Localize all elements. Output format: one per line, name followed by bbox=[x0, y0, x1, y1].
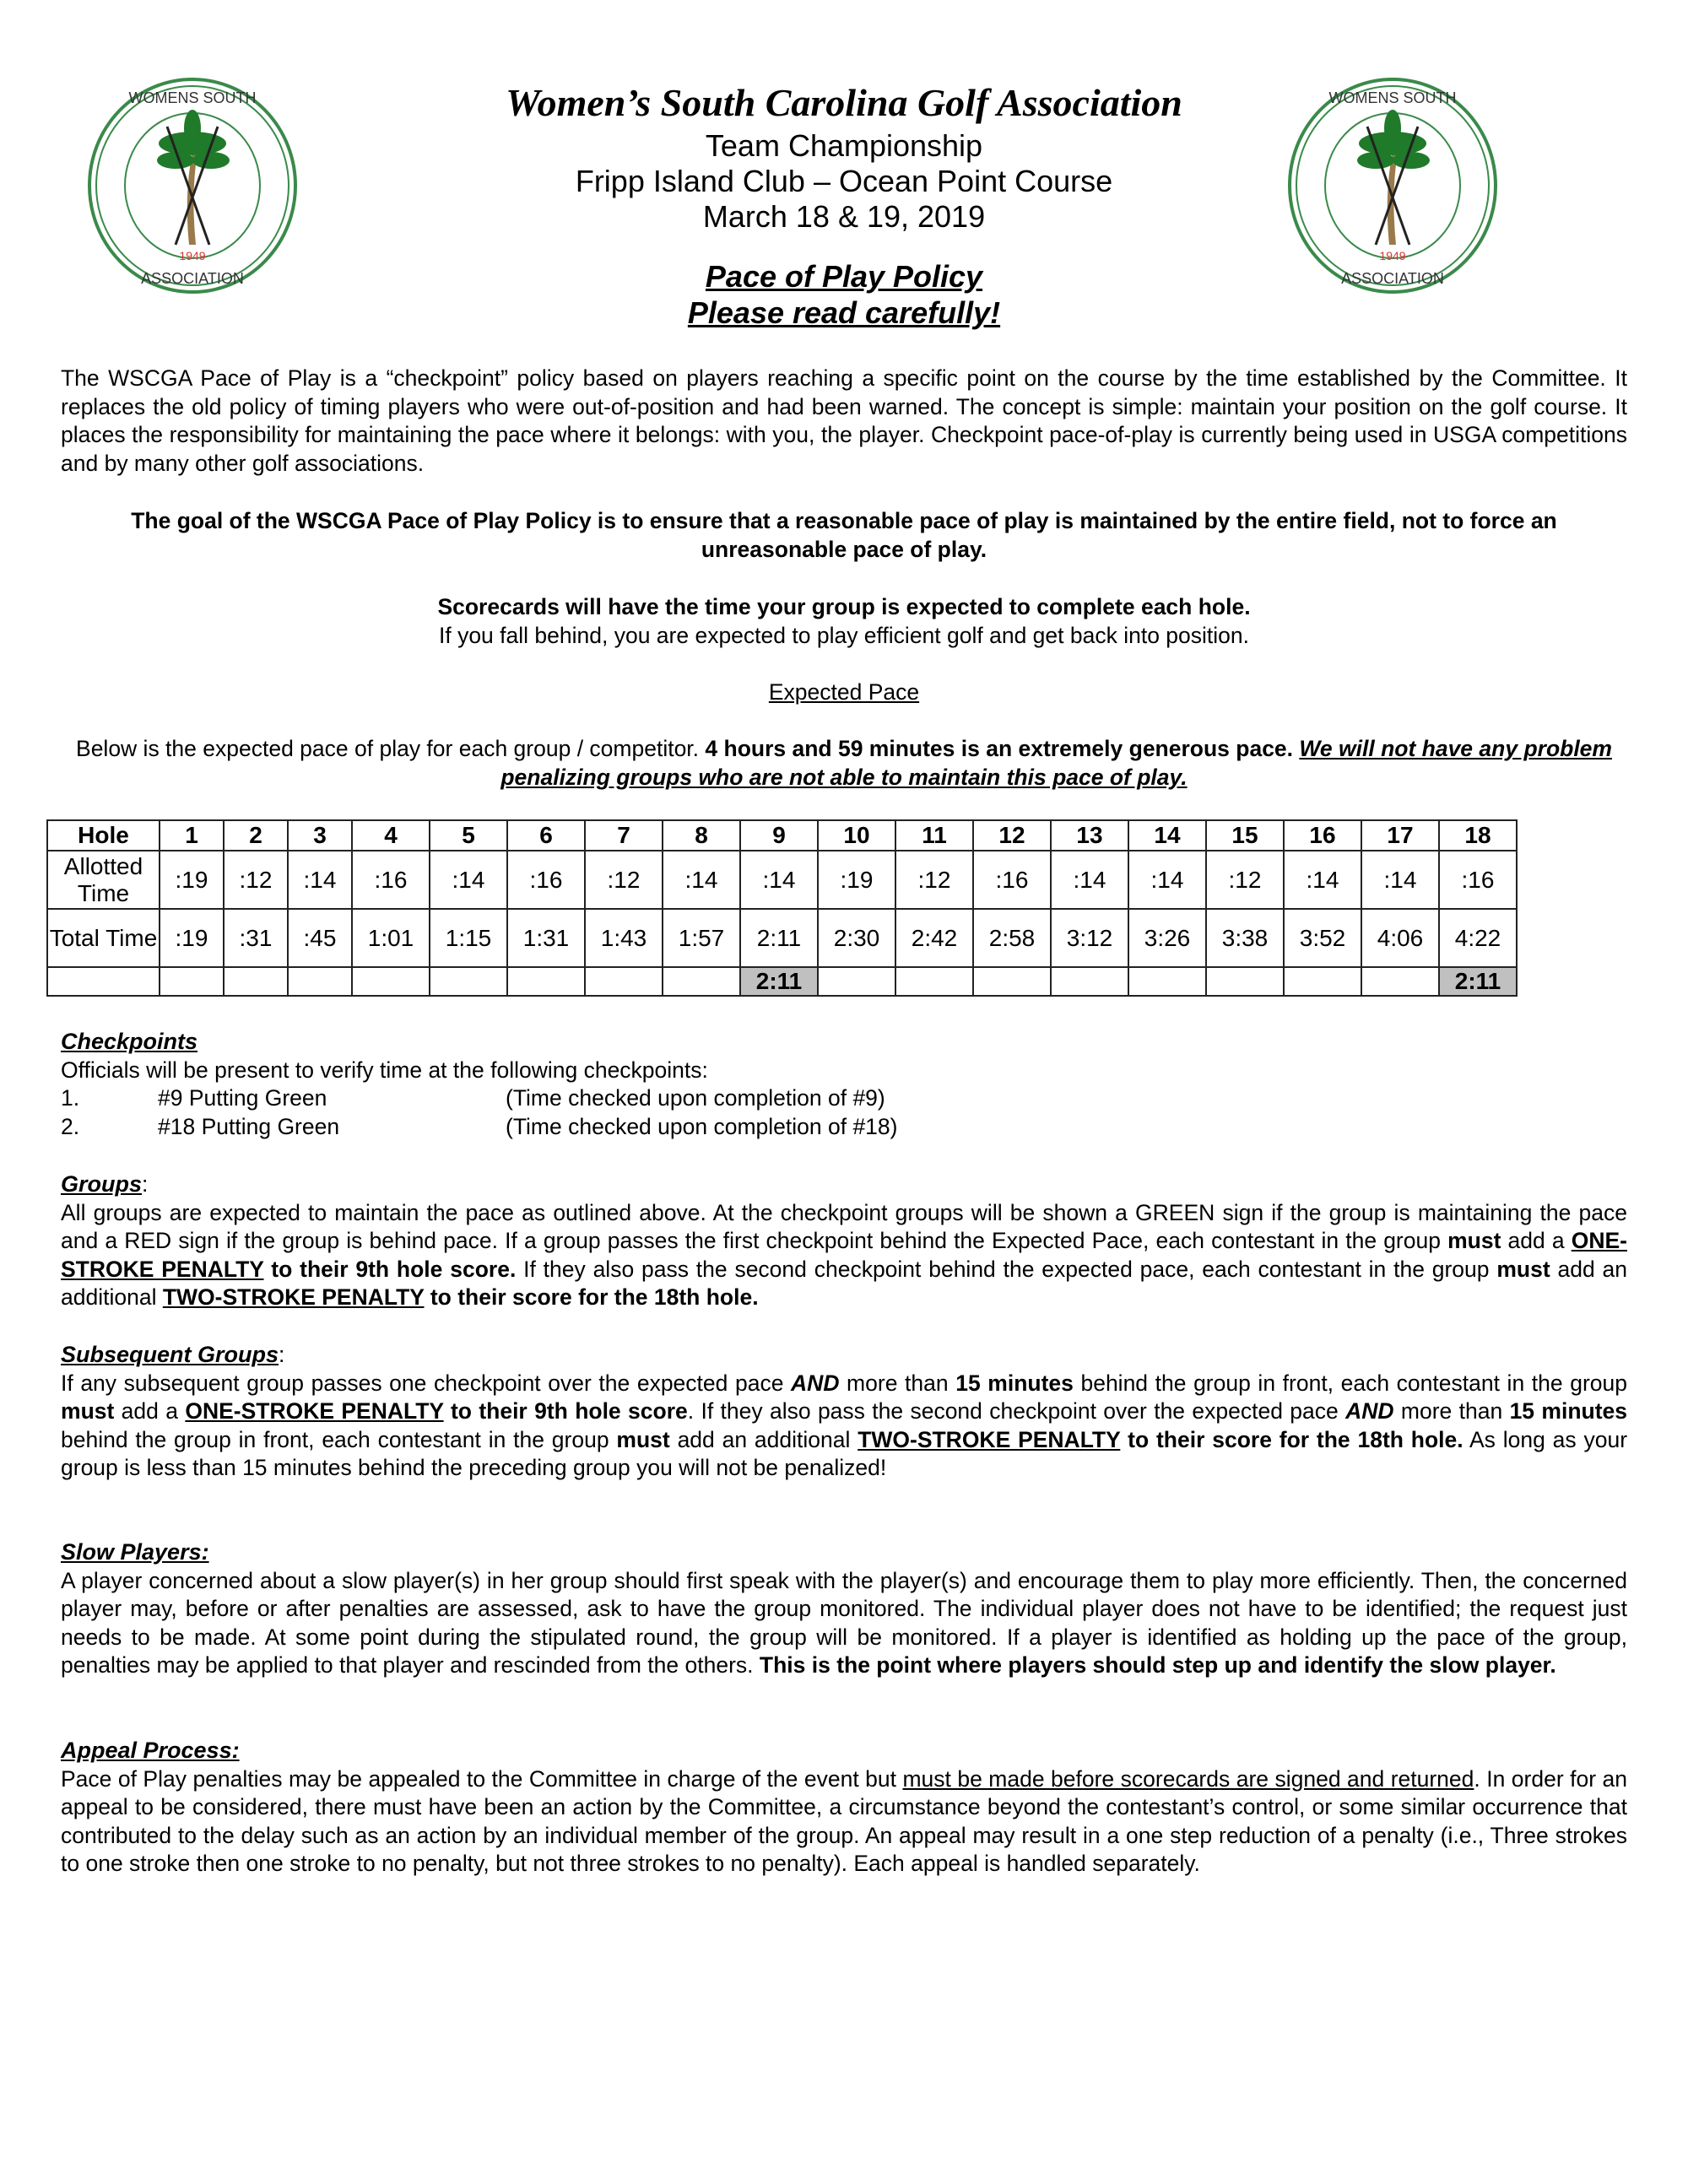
table-cell bbox=[1206, 967, 1284, 996]
table-cell: 2:42 bbox=[895, 909, 973, 967]
table-cell: 18 bbox=[1439, 820, 1517, 851]
checkpoints-heading: Checkpoints bbox=[61, 1029, 198, 1054]
expected-a: Below is the expected pace of play for each group / competitor. bbox=[76, 736, 706, 761]
table-cell: 1:01 bbox=[352, 909, 430, 967]
table-cell: :12 bbox=[1206, 851, 1284, 909]
table-cell bbox=[430, 967, 507, 996]
appeal-heading: Appeal Process: bbox=[61, 1738, 240, 1763]
table-cell bbox=[224, 967, 288, 996]
subsequent-heading: Subsequent Groups bbox=[61, 1342, 279, 1367]
groups-paragraph: All groups are expected to maintain the pace as outlined above. At the checkpoint groups will be shown a GREEN sign if the group is maintaining the pace and a RED sign if the group is behind pace. If a group passes the first checkpoint behind the Expected Pace, each contestant in the group must add a ONE-STROKE PENALTY to their 9th hole score. If they also pass the second checkpoint behind the expected pace, each contestant in the group must add an additional TWO-STROKE PENALTY to their score for the 18th hole. bbox=[61, 1199, 1627, 1310]
table-cell: 3 bbox=[288, 820, 352, 851]
expected-b: 4 hours and 59 minutes is an extremely generous pace. bbox=[705, 736, 1300, 761]
table-cell: :16 bbox=[1439, 851, 1517, 909]
checkpoints-intro: Officials will be present to verify time at the following checkpoints: bbox=[61, 1057, 708, 1083]
cp-loc: #18 Putting Green bbox=[158, 1113, 340, 1139]
table-cell bbox=[507, 967, 585, 996]
scorecards-bold: Scorecards will have the time your group is expected to complete each hole. bbox=[437, 594, 1251, 619]
table-cell: :14 bbox=[1284, 851, 1361, 909]
table-cell: 5 bbox=[430, 820, 507, 851]
table-cell: :12 bbox=[585, 851, 663, 909]
document-header bbox=[0, 78, 1688, 235]
expected-pace-text bbox=[61, 735, 1627, 792]
groups-section: Groups: All groups are expected to maintain the pace as outlined above. At the checkpoint groups will be shown a GREEN sign if the group is maintaining the pace and a RED sign if the group is behind pace. If a group passes the first checkpoint behind the Expected Pace, each contestant in the group must add a ONE-STROKE PENALTY to their 9th hole score. If they also pass the second checkpoint behind the expected pace, each contestant in the group must add an additional TWO-STROKE PENALTY to their score for the 18th hole. bbox=[61, 1170, 1627, 1312]
slow-paragraph: A player concerned about a slow player(s) in her group should first speak with the player(s) and encourage them to play more efficiently. Then, the concerned player may, before or after penalties are assessed, ask to have the group monitored. The individual player does not have to be identified; the request just needs to be made. At some point during the stipulated round, the group will be monitored. If a player is identified as holding up the pace of the group, penalties may be applied to that player and rescinded from the others. This is the point where players should step up and identify the slow player. bbox=[61, 1567, 1627, 1678]
table-cell bbox=[1128, 967, 1206, 996]
table-cell: 3:26 bbox=[1128, 909, 1206, 967]
table-cell: :19 bbox=[160, 909, 224, 967]
intro-paragraph: The WSCGA Pace of Play is a “checkpoint” policy based on players reaching a specific point on the course by the time established by the Committee. It replaces the old policy of timing players who were out-of-position and had been warned. The concept is simple: maintain your position on the golf course. It places the responsibility for maintaining the pace where it belongs: with you, the player. Checkpoint pace-of-play is currently being used in USGA competitions and by many other golf associations. bbox=[61, 365, 1627, 476]
table-cell: 8 bbox=[663, 820, 740, 851]
table-cell: 3:38 bbox=[1206, 909, 1284, 967]
table-cell: 4:22 bbox=[1439, 909, 1517, 967]
table-cell: 3:52 bbox=[1284, 909, 1361, 967]
subsequent-groups-section: Subsequent Groups: If any subsequent group passes one checkpoint over the expected pace AND more than 15 minutes behind the group in front, each contestant in the group must add a ONE-STROKE PENALTY to their 9th hole score. If they also pass the second checkpoint over the expected pace AND more than 15 minutes behind the group in front, each contestant in the group must add an additional TWO-STROKE PENALTY to their score for the 18th hole. As long as your group is less than 15 minutes behind the preceding group you will not be penalized! bbox=[61, 1341, 1627, 1483]
table-cell: 1:57 bbox=[663, 909, 740, 967]
table-row bbox=[47, 851, 1517, 909]
row-label: Hole bbox=[47, 820, 160, 851]
table-cell: :14 bbox=[1128, 851, 1206, 909]
table-cell: 3:12 bbox=[1051, 909, 1128, 967]
table-cell: 1:31 bbox=[507, 909, 585, 967]
table-cell: :14 bbox=[1361, 851, 1439, 909]
table-cell bbox=[818, 967, 895, 996]
checkpoints-section bbox=[61, 1028, 1627, 1141]
cp-num: 2. bbox=[61, 1113, 80, 1139]
table-cell bbox=[1284, 967, 1361, 996]
cp-note: (Time checked upon completion of #18) bbox=[506, 1113, 898, 1139]
table-cell: :45 bbox=[288, 909, 352, 967]
table-cell: 1 bbox=[160, 820, 224, 851]
table-cell: 1:15 bbox=[430, 909, 507, 967]
policy-title bbox=[0, 258, 1688, 331]
table-cell: 15 bbox=[1206, 820, 1284, 851]
table-cell: :14 bbox=[663, 851, 740, 909]
scorecards-note: If you fall behind, you are expected to play efficient golf and get back into position. bbox=[438, 623, 1250, 648]
table-row bbox=[47, 909, 1517, 967]
table-cell: :14 bbox=[288, 851, 352, 909]
table-cell: :14 bbox=[430, 851, 507, 909]
table-cell: 1:43 bbox=[585, 909, 663, 967]
table-cell: :19 bbox=[818, 851, 895, 909]
table-cell bbox=[585, 967, 663, 996]
table-cell: :16 bbox=[507, 851, 585, 909]
pace-table bbox=[46, 819, 1518, 997]
table-cell: 12 bbox=[973, 820, 1051, 851]
expected-pace-heading: Expected Pace bbox=[768, 679, 920, 705]
table-cell: 16 bbox=[1284, 820, 1361, 851]
table-cell bbox=[1361, 967, 1439, 996]
event-dates: March 18 & 19, 2019 bbox=[702, 199, 986, 234]
event-name: Team Championship bbox=[705, 128, 983, 163]
goal-paragraph: The goal of the WSCGA Pace of Play Policy is to ensure that a reasonable pace of play is maintained by the entire field, not to force an unreasonable pace of play. bbox=[131, 508, 1557, 562]
table-cell: 6 bbox=[507, 820, 585, 851]
table-cell bbox=[288, 967, 352, 996]
row-label: Total Time bbox=[47, 909, 160, 967]
org-name: Women’s South Carolina Golf Association bbox=[506, 81, 1182, 124]
table-cell: 10 bbox=[818, 820, 895, 851]
table-cell: 14 bbox=[1128, 820, 1206, 851]
subsequent-paragraph: If any subsequent group passes one checkpoint over the expected pace AND more than 15 minutes behind the group in front, each contestant in the group must add a ONE-STROKE PENALTY to their 9th hole score. If they also pass the second checkpoint over the expected pace AND more than 15 minutes behind the group in front, each contestant in the group must add an additional TWO-STROKE PENALTY to their score for the 18th hole. As long as your group is less than 15 minutes behind the preceding group you will not be penalized! bbox=[61, 1370, 1628, 1480]
table-cell: 4 bbox=[352, 820, 430, 851]
svg-text:1949: 1949 bbox=[179, 249, 206, 262]
table-cell: :16 bbox=[352, 851, 430, 909]
table-cell: :31 bbox=[224, 909, 288, 967]
table-cell bbox=[895, 967, 973, 996]
table-cell: 2:11 bbox=[740, 909, 818, 967]
cp-loc: #9 Putting Green bbox=[158, 1085, 327, 1111]
table-cell: 13 bbox=[1051, 820, 1128, 851]
table-cell: 2:58 bbox=[973, 909, 1051, 967]
cp-note: (Time checked upon completion of #9) bbox=[506, 1085, 885, 1111]
svg-text:ASSOCIATION: ASSOCIATION bbox=[141, 270, 244, 287]
table-cell: :14 bbox=[740, 851, 818, 909]
table-cell: 2:11 bbox=[1439, 967, 1517, 996]
subtitle: Please read carefully! bbox=[687, 295, 1001, 330]
table-cell: 9 bbox=[740, 820, 818, 851]
svg-text:WOMENS SOUTH: WOMENS SOUTH bbox=[1328, 89, 1457, 106]
row-label: Allotted Time bbox=[47, 851, 160, 909]
table-cell: 11 bbox=[895, 820, 973, 851]
table-cell: 2:30 bbox=[818, 909, 895, 967]
venue: Fripp Island Club – Ocean Point Course bbox=[575, 164, 1113, 198]
row-label bbox=[47, 967, 160, 996]
cp-num: 1. bbox=[61, 1085, 80, 1111]
table-cell bbox=[663, 967, 740, 996]
checkpoint-item bbox=[61, 1113, 1627, 1142]
table-cell: 2:11 bbox=[740, 967, 818, 996]
appeal-section bbox=[61, 1737, 1627, 1879]
svg-text:1949: 1949 bbox=[1379, 249, 1406, 262]
checkpoint-item bbox=[61, 1084, 1627, 1113]
table-row bbox=[47, 820, 1517, 851]
appeal-paragraph: Pace of Play penalties may be appealed to the Committee in charge of the event but must be made before scorecards are signed and returned. In order for an appeal to be considered, there must have been an action by the Committee, a circumstance beyond the contestant’s control, or some similar occurrence that contributed to the delay such as an action by an individual member of the group. An appeal may result in a one step reduction of a penalty (i.e., Three strokes to one stroke then one stroke to no penalty, but not three strokes to no penalty). Each appeal is handled separately. bbox=[61, 1765, 1627, 1876]
table-cell: 7 bbox=[585, 820, 663, 851]
table-cell bbox=[973, 967, 1051, 996]
expected-c: We will not have any problem penalizing groups who are not able to maintain this pace of play. bbox=[500, 736, 1612, 790]
table-cell: :19 bbox=[160, 851, 224, 909]
table-cell: :14 bbox=[1051, 851, 1128, 909]
svg-text:WOMENS SOUTH: WOMENS SOUTH bbox=[128, 89, 257, 106]
table-row bbox=[47, 967, 1517, 996]
groups-heading: Groups bbox=[61, 1171, 143, 1197]
table-cell bbox=[352, 967, 430, 996]
svg-text:ASSOCIATION: ASSOCIATION bbox=[1341, 270, 1444, 287]
table-cell: :12 bbox=[224, 851, 288, 909]
table-cell: 17 bbox=[1361, 820, 1439, 851]
table-cell: :16 bbox=[973, 851, 1051, 909]
table-cell: :12 bbox=[895, 851, 973, 909]
table-cell bbox=[1051, 967, 1128, 996]
table-cell: 2 bbox=[224, 820, 288, 851]
title: Pace of Play Policy bbox=[705, 259, 983, 294]
slow-heading: Slow Players: bbox=[61, 1539, 209, 1565]
table-cell: 4:06 bbox=[1361, 909, 1439, 967]
slow-players-section bbox=[61, 1538, 1627, 1680]
table-cell bbox=[160, 967, 224, 996]
